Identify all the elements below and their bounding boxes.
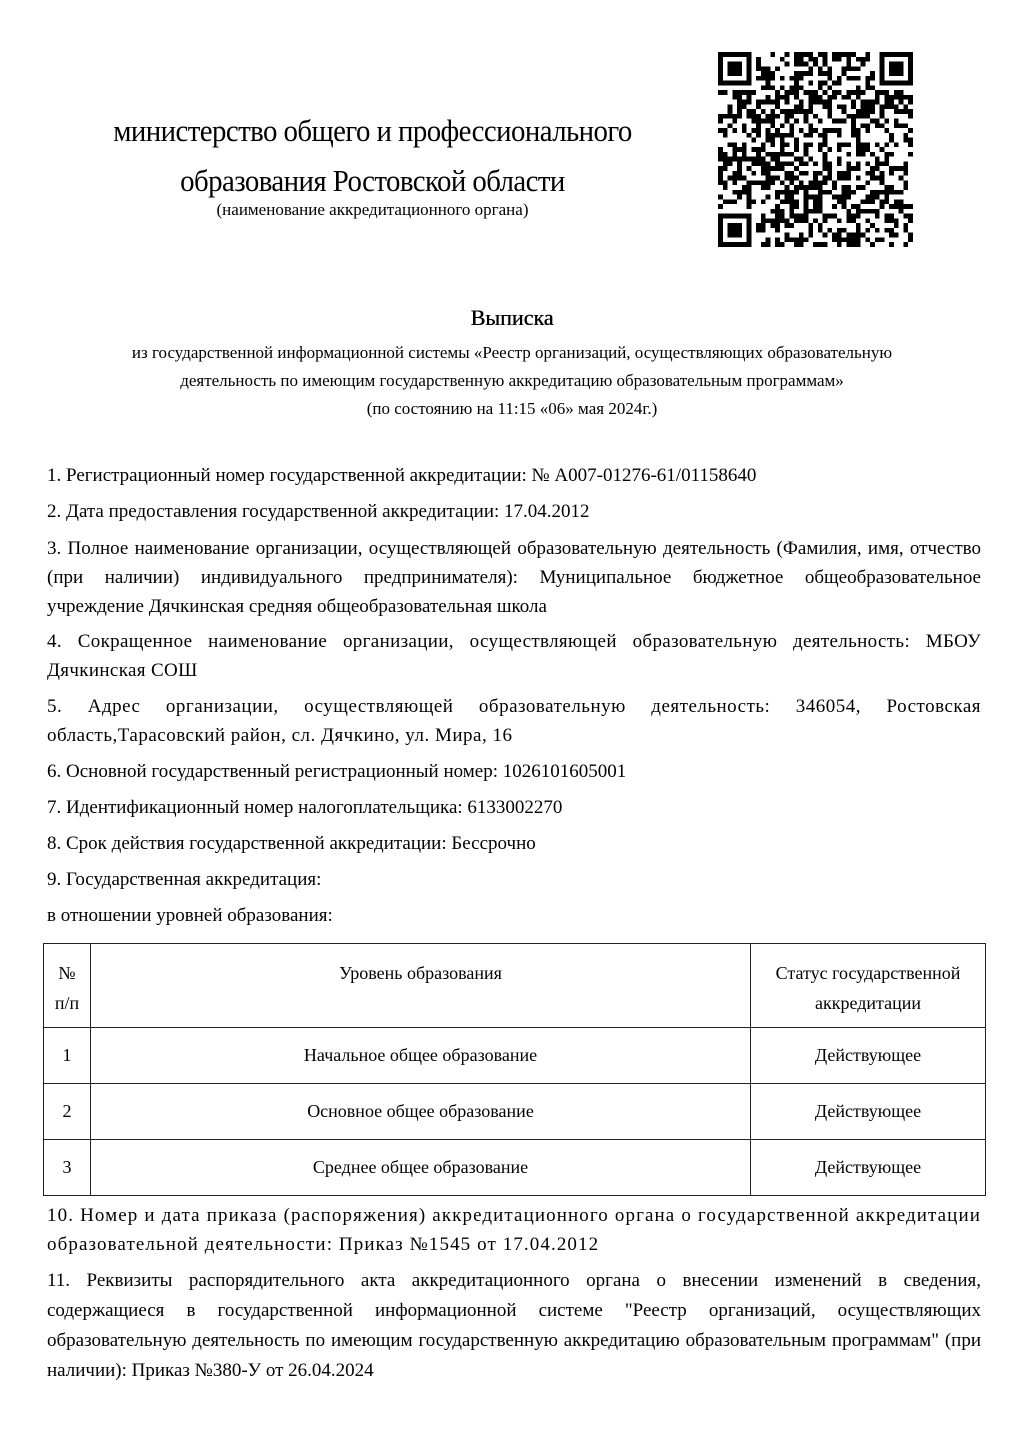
row-level: Среднее общее образование [91,1140,751,1196]
table-row [44,1028,986,1084]
header-status-line2: аккредитации [815,993,921,1013]
item-education-levels-caption: в отношении уровней образования: [47,905,333,926]
table-row [44,1140,986,1196]
row-status: Действующее [751,1084,986,1140]
item-ogrn: 6. Основной государственный регистрационный номер: 1026101605001 [47,761,627,782]
item-short-name: 4. Сокращенное наименование организации, осуществляющей образовательную деятельность: МБОУ Дячкинская СОШ [47,631,981,681]
item-state-accreditation: 9. Государственная аккредитация: [47,869,322,890]
item-address: 5. Адрес организации, осуществляющей образовательную деятельность: 346054, Ростовская область,Тарасовский район, сл. Дячкино, ул. Мира, 16 [47,696,981,746]
item-accreditation-date: 2. Дата предоставления государственной аккредитации: 17.04.2012 [47,501,590,522]
row-number: 3 [44,1140,91,1196]
table-header-row [44,944,986,1028]
document-subtitle [40,339,984,423]
row-level: Начальное общее образование [91,1028,751,1084]
row-level: Основное общее образование [91,1084,751,1140]
row-number: 2 [44,1084,91,1140]
qr-finder [718,52,751,57]
item-inn: 7. Идентификационный номер налогоплательщика: 6133002270 [47,797,563,818]
subtitle-line1: из государственной информационной системы «Реестр организаций, осуществляющих образовательную [131,343,893,362]
header-number-line1: № [58,963,76,983]
row-status: Действующее [751,1140,986,1196]
authority-caption: (наименование аккредитационного органа) [216,200,529,219]
qr-finder [718,214,751,219]
authority-name-line2: образования Ростовской области [180,163,565,198]
subtitle-line3: (по состоянию на 11:15 «06» мая 2024г.) [366,399,658,418]
education-levels-table [43,943,986,1196]
document-title: Выписка [470,305,554,330]
item-amendment-act: 11. Реквизиты распорядительного акта аккредитационного органа о внесении изменений в сведения, содержащиеся в государственной информационной системе "Реестр организаций, осуществляющих образовательную деятельность по имеющим государственную аккредитацию образовательным программам" (при наличии): Приказ №380-У от 26.04.2024 [47,1270,981,1381]
item-validity: 8. Срок действия государственной аккредитации: Бессрочно [47,833,536,854]
header-status [751,944,986,1028]
header-level: Уровень образования [91,944,751,1028]
table-row [44,1084,986,1140]
subtitle-line2: деятельность по имеющим государственную аккредитацию образовательным программам» [180,371,844,390]
item-accreditation-order: 10. Номер и дата приказа (распоряжения) аккредитационного органа о государственной аккредитации образовательной деятельности: Приказ №1545 от 17.04.2012 [47,1205,981,1255]
qr-code-icon [718,52,913,247]
header-status-line1: Статус государственной [775,963,961,983]
row-status: Действующее [751,1028,986,1084]
item-registration-number: 1. Регистрационный номер государственной аккредитации: № А007-01276-61/01158640 [47,465,757,486]
authority-name-line1: министерство общего и профессионального [113,113,632,148]
qr-finder [880,52,913,57]
item-full-name: 3. Полное наименование организации, осуществляющей образовательную деятельность (Фамилия, имя, отчество (при наличии) индивидуального предпринимателя): Муниципальное бюджетное общеобразовательное учреждение Дячкинская средняя общеобразовательная школа [47,538,981,617]
header-number-line2: п/п [54,993,80,1013]
row-number: 1 [44,1028,91,1084]
accreditation-authority-name [63,106,681,206]
header-number [44,944,91,1028]
